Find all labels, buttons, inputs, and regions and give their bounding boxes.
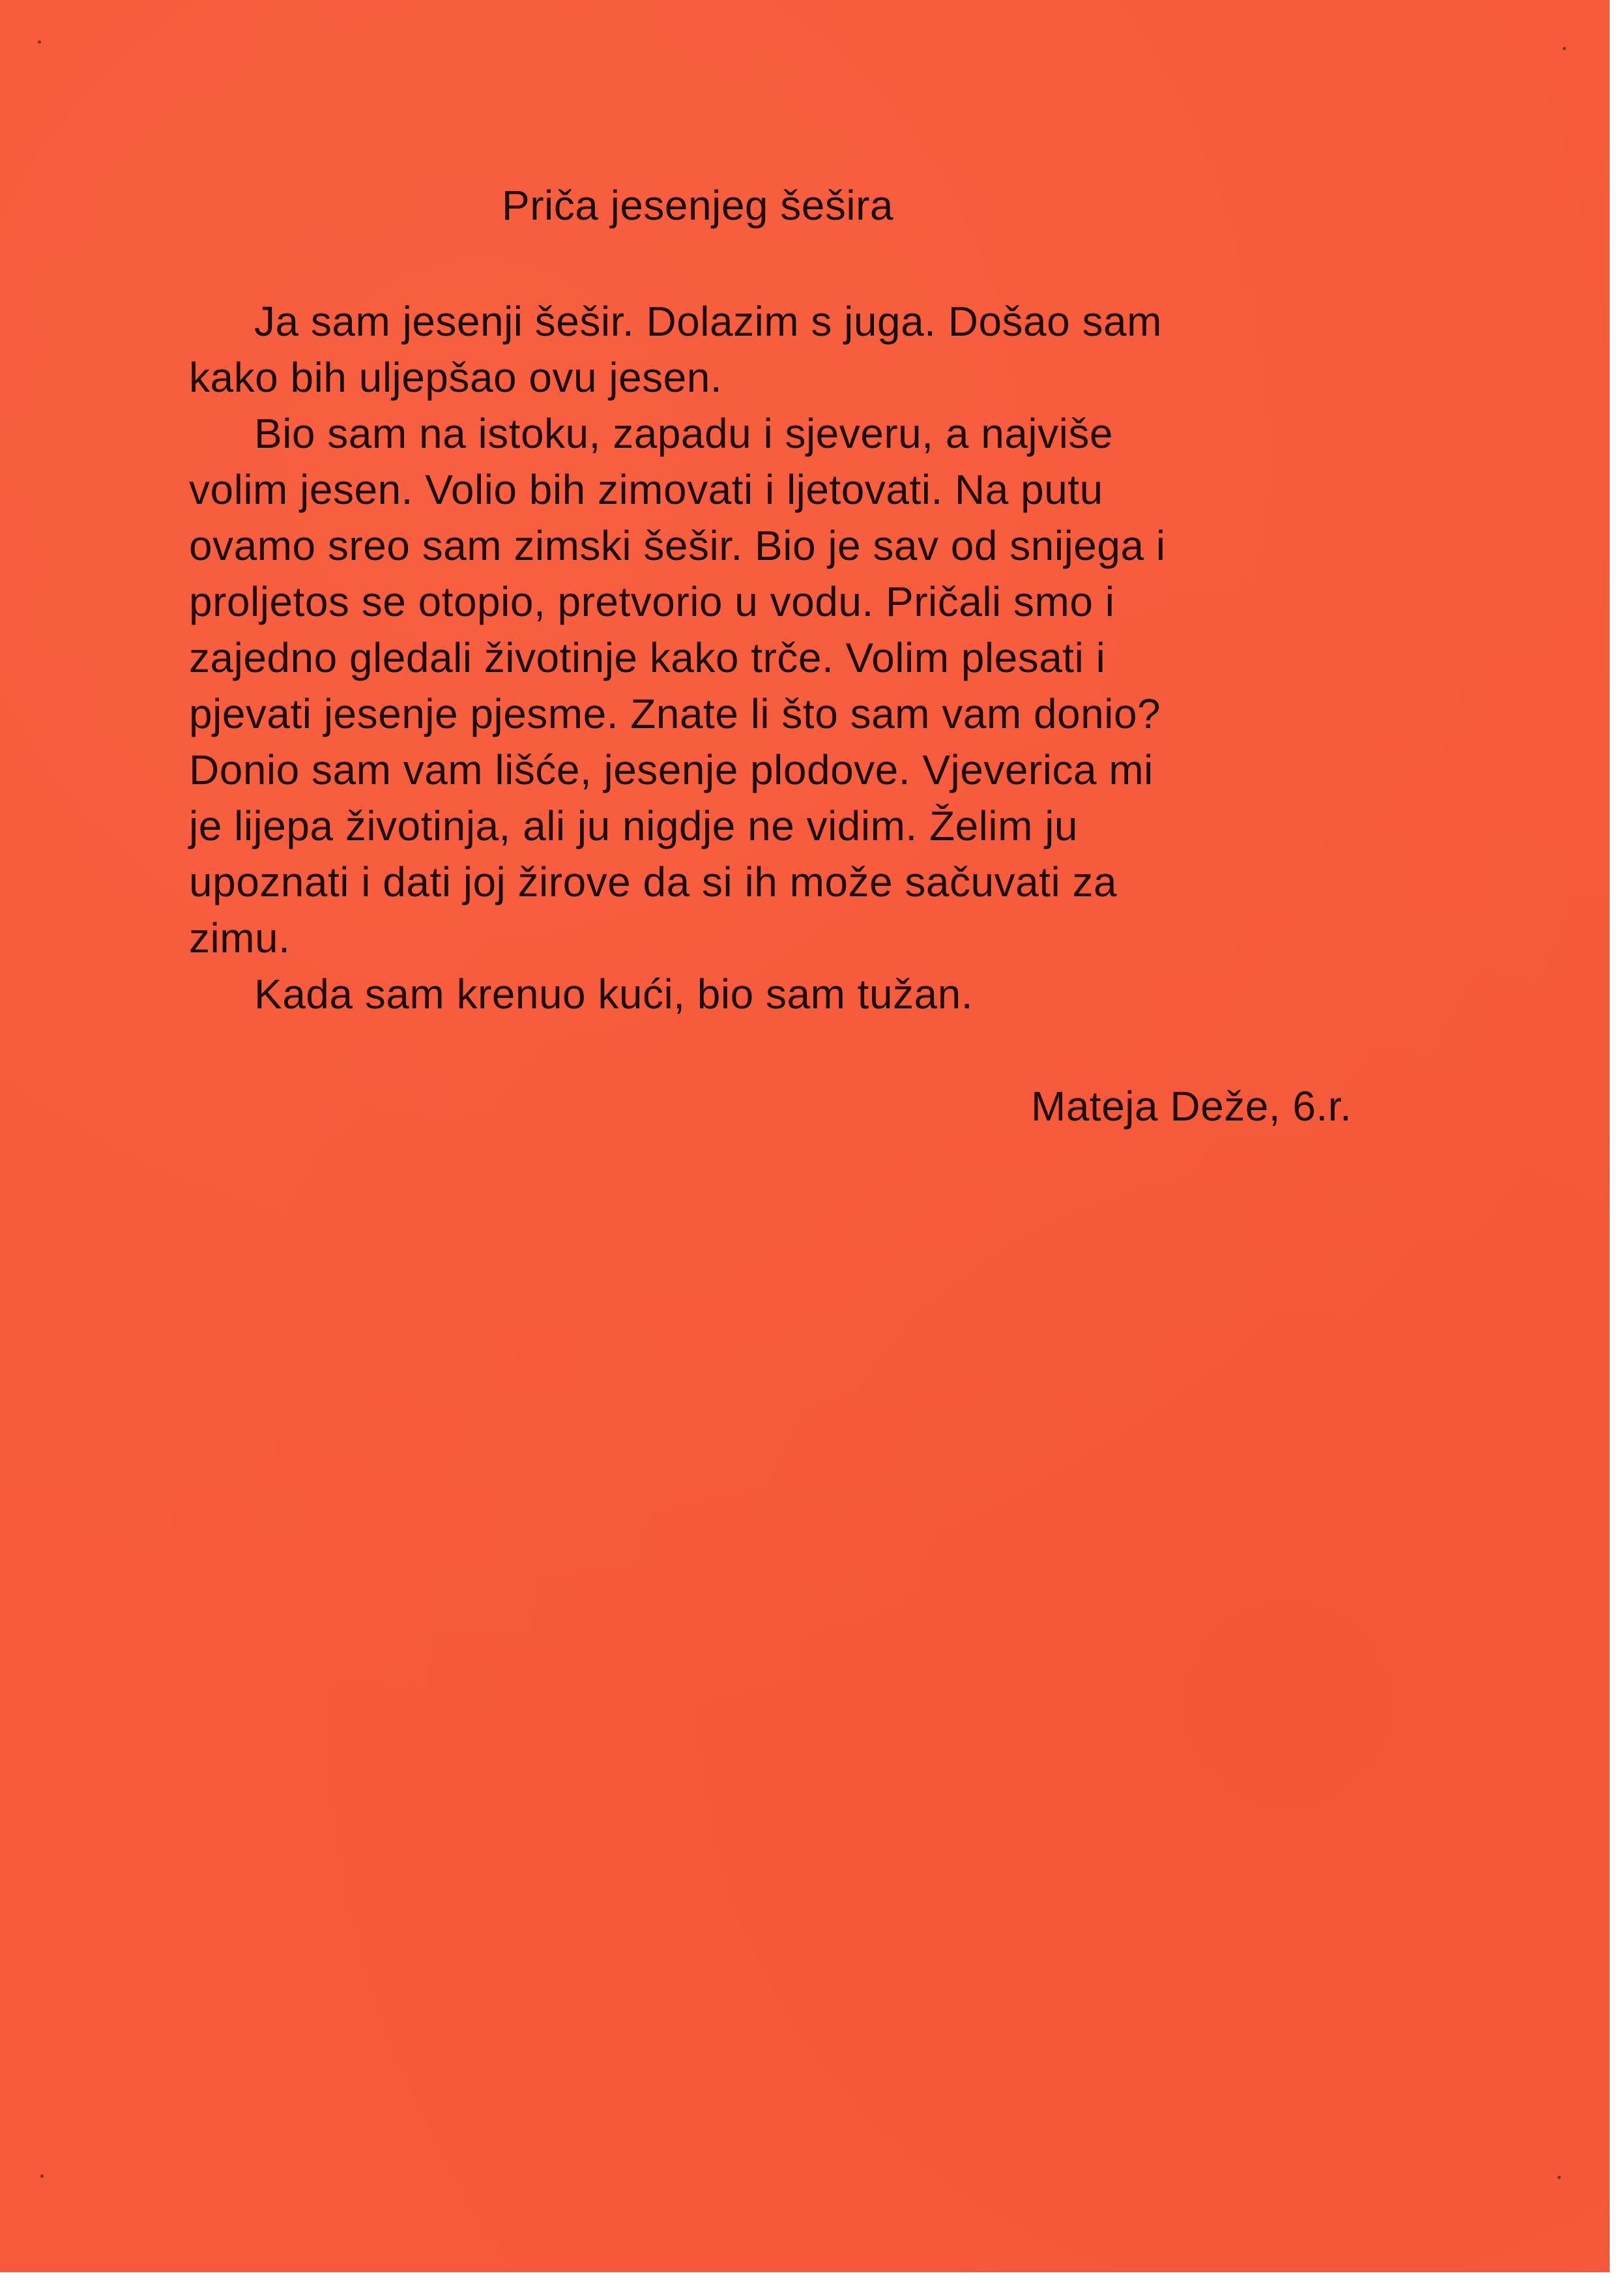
story-line: zajedno gledali životinje kako trče. Volim plesati i bbox=[189, 634, 1106, 681]
document-title: Priča jesenjeg šešira bbox=[502, 182, 893, 229]
author-signature: Mateja Deže, 6.r. bbox=[1031, 1083, 1352, 1130]
story-line: Kada sam krenuo kući, bio sam tužan. bbox=[254, 971, 973, 1018]
story-line: upoznati i dati joj žirove da si ih može sačuvati za bbox=[189, 858, 1118, 905]
story-body bbox=[189, 293, 1427, 1022]
scan-border-right bbox=[1610, 0, 1624, 2284]
story-line: pjevati jesenje pjesme. Znate li što sam vam donio? bbox=[189, 690, 1161, 737]
scan-speck bbox=[1558, 2176, 1561, 2179]
story-line: Bio sam na istoku, zapadu i sjeveru, a najviše bbox=[254, 410, 1113, 457]
story-line: kako bih uljepšao ovu jesen. bbox=[189, 354, 723, 401]
story-line: ovamo sreo sam zimski šešir. Bio je sav od snijega i bbox=[189, 522, 1166, 569]
story-line: Ja sam jesenji šešir. Dolazim s juga. Došao sam bbox=[254, 298, 1162, 345]
story-line: zimu. bbox=[189, 915, 291, 961]
story-line: proljetos se otopio, pretvorio u vodu. Pričali smo i bbox=[189, 578, 1115, 625]
story-line: Donio sam vam lišće, jesenje plodove. Vjeverica mi bbox=[189, 746, 1153, 793]
scan-border-bottom bbox=[0, 2272, 1624, 2284]
scan-speck bbox=[40, 2174, 44, 2178]
story-line: volim jesen. Volio bih zimovati i ljetovati. Na putu bbox=[189, 466, 1103, 513]
scan-speck bbox=[38, 40, 41, 44]
scan-speck bbox=[1563, 47, 1566, 50]
story-line: je lijepa životinja, ali ju nigdje ne vidim. Želim ju bbox=[189, 802, 1078, 849]
